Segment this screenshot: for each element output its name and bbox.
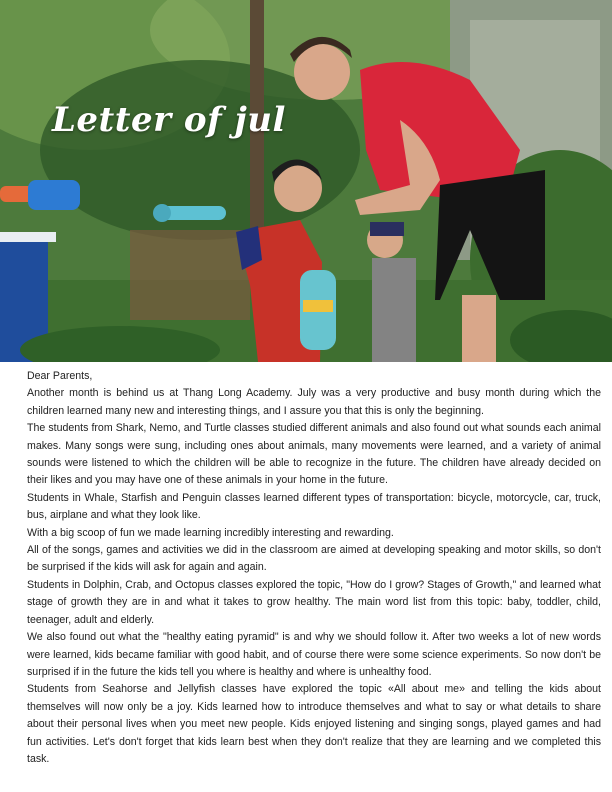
letter-paragraph: Students in Whale, Starfish and Penguin classes learned different types of transportation: bicycle, motorcycle, car, truck, bus, airplane and what they look like. — [27, 491, 601, 522]
letter-paragraph: Students in Dolphin, Crab, and Octopus classes explored the topic, "How do I grow? Stages of Growth," and learned what stage of growth they are in and what it takes to grow healthy. The main word list from this topic: baby, toddler, child, teenager, adult and elderly. — [27, 578, 601, 626]
letter-paragraph: The students from Shark, Nemo, and Turtle classes studied different animals and also found out what sounds each animal makes. Many songs were sung, including ones about animals, many movements were learned, and a variety of animal sounds were listened to which the children will be able to recognize in the future. The children have already decided on their likes and you may have one of these animals in your home in the future. — [27, 422, 601, 487]
hero-title: Letter of jul — [52, 100, 286, 140]
letter-paragraph: All of the songs, games and activities we did in the classroom are aimed at developing speaking and motor skills, so don't be surprised if the kids will ask for again and again. — [27, 544, 601, 574]
letter-paragraph: Another month is behind us at Thang Long Academy. July was a very productive and busy month during which the children learned many new and interesting things, and I assure you that this is only the beginning. — [27, 387, 601, 417]
kids-water-gun-play-photo — [0, 0, 612, 362]
letter-body — [27, 368, 601, 768]
hero-photo — [0, 0, 612, 362]
letter-paragraph: Students from Seahorse and Jellyfish classes have explored the topic «All about me» and telling the kids about themselves will now only be a joy. Kids learned how to introduce themselves and what to say or what details to share about their personal lives when you meet new people. Kids enjoyed listening and singing songs, played games and had fun activities. Let's don't forget that kids learn best when they don't realize that they are learning and we completed this task. — [27, 683, 601, 765]
letter-paragraph: With a big scoop of fun we made learning incredibly interesting and rewarding. — [27, 526, 394, 539]
letter-paragraph: We also found out what the "healthy eating pyramid" is and why we should follow it. After two weeks a lot of new words were learned, kids became familiar with good habit, and of course there were some science experiments. So now don't be surprised if in the future the kids tell you where is healthy and where is unhealthy food. — [27, 631, 601, 678]
letter-greeting: Dear Parents, — [27, 370, 93, 382]
